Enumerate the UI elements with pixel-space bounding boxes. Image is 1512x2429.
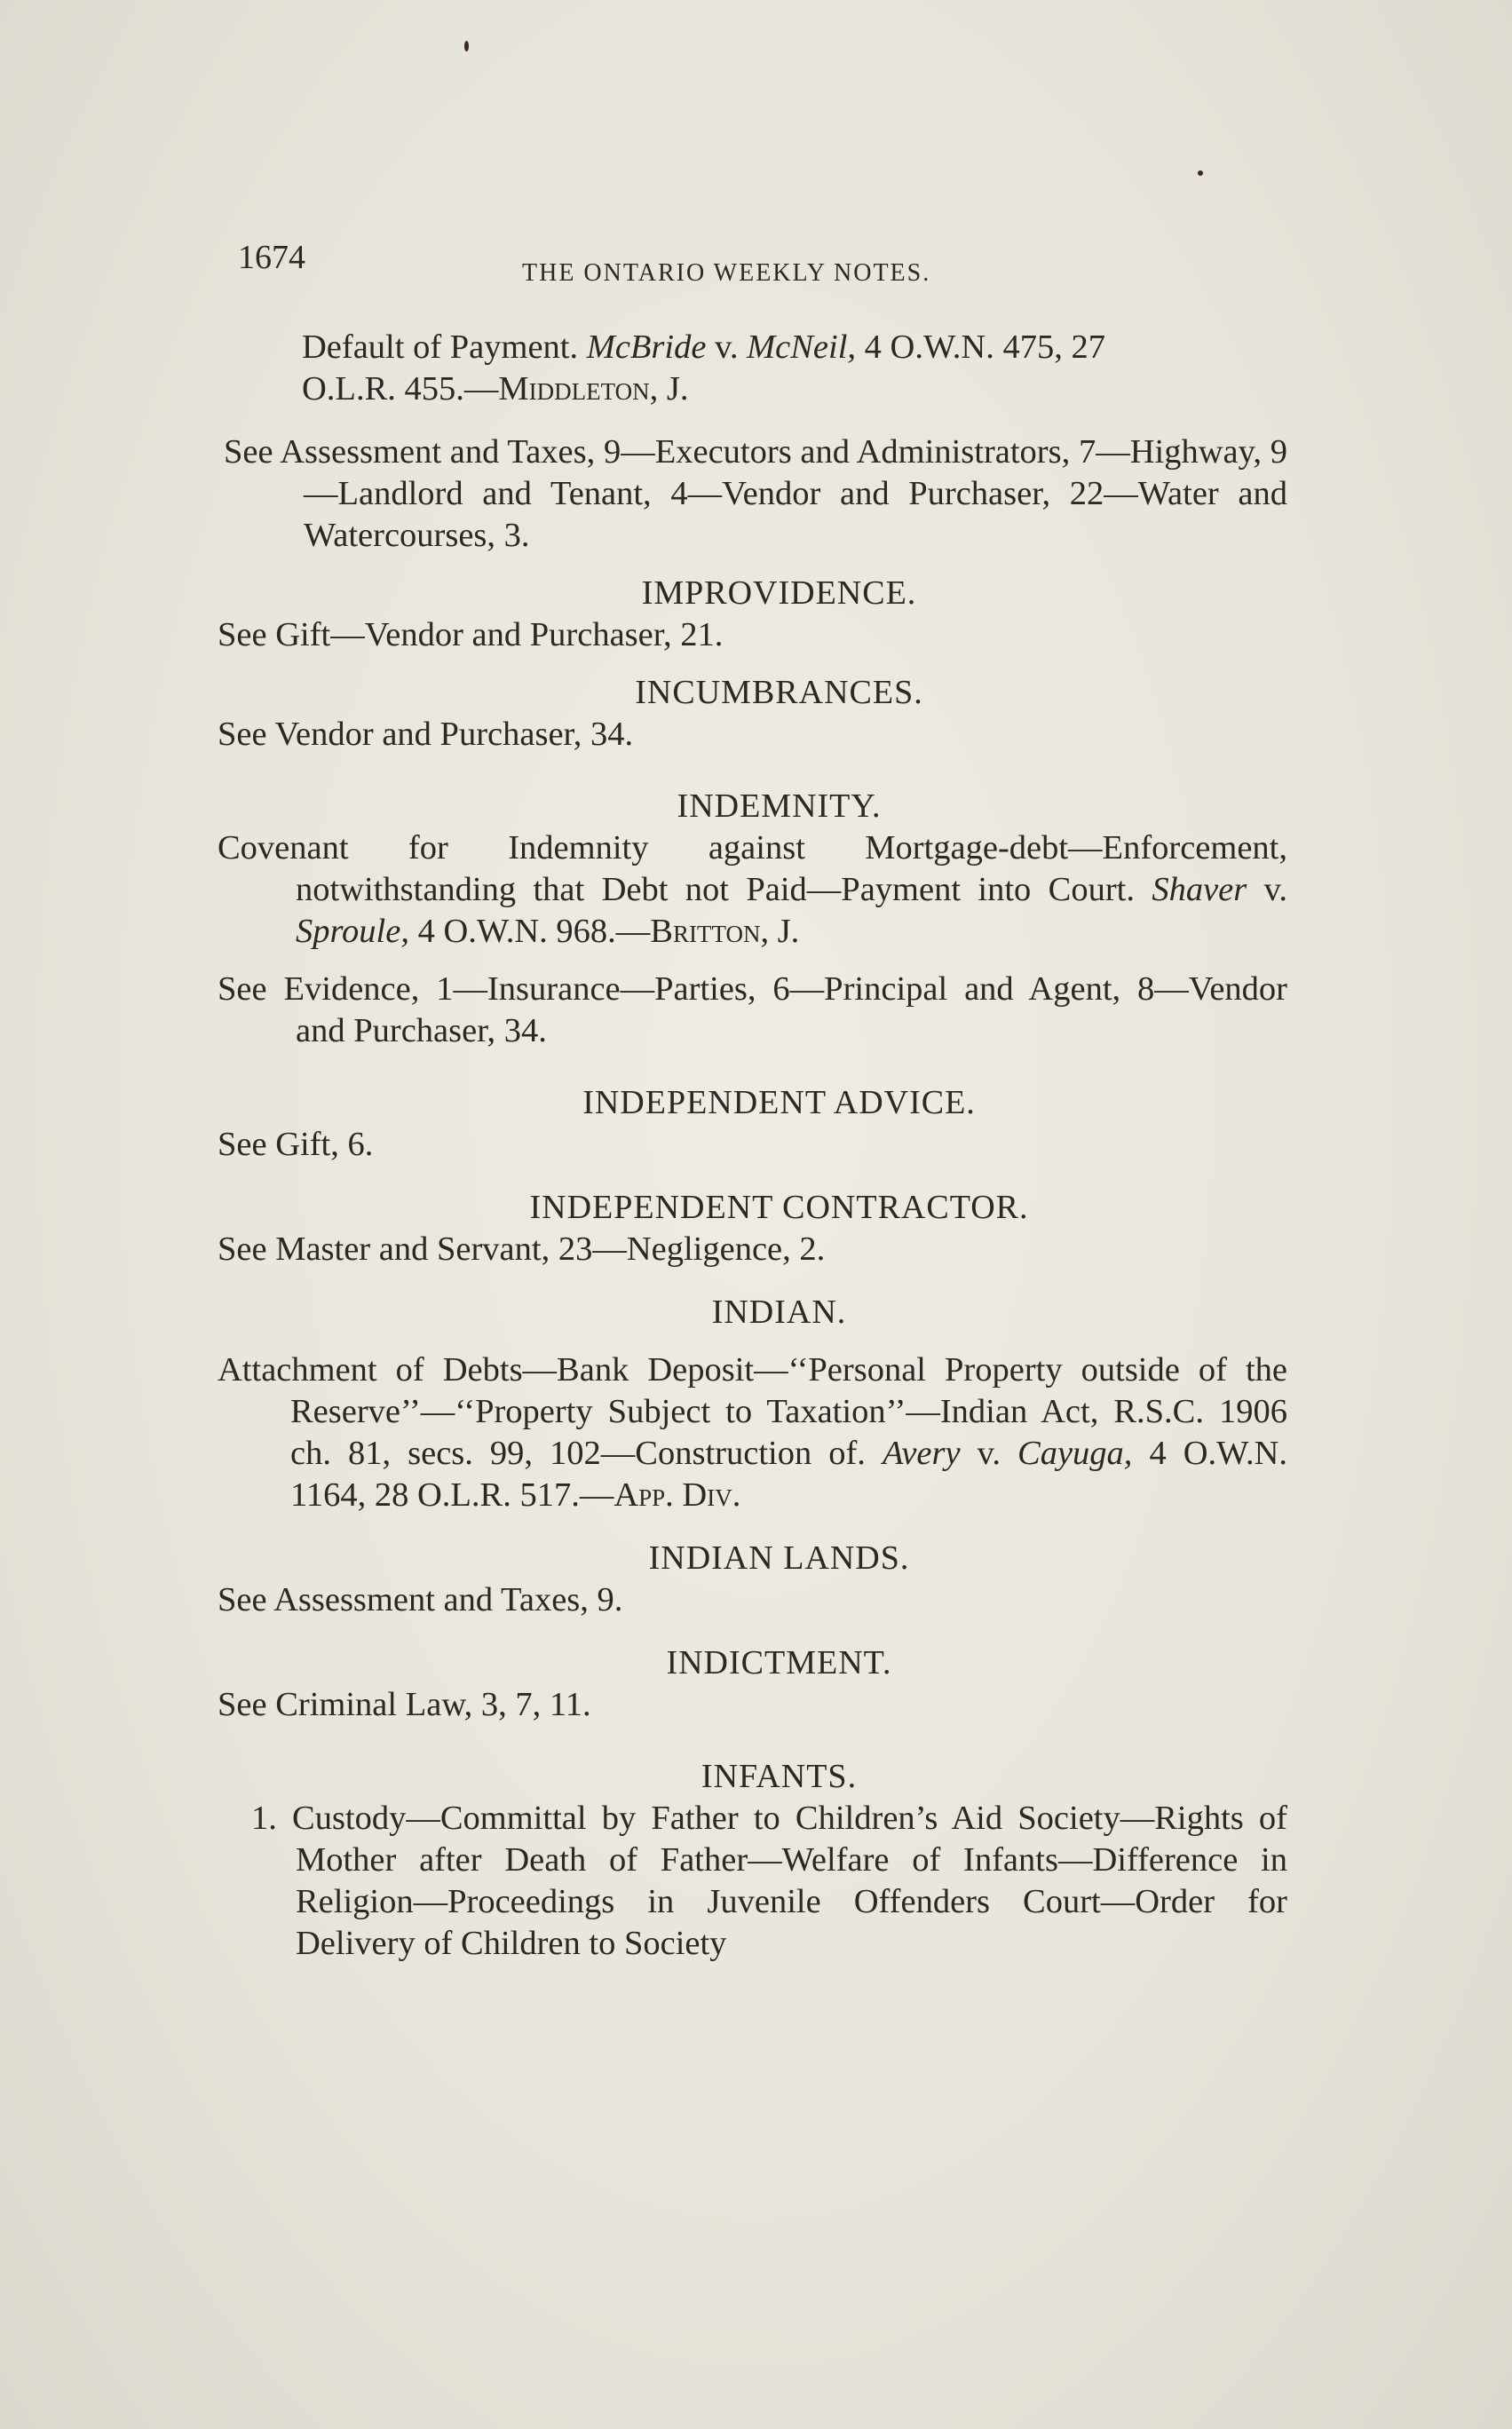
ink-speck [464,41,469,51]
case-name: Cayuga, [1017,1435,1133,1472]
heading-improvidence: IMPROVIDENCE. [641,574,917,612]
entry-infants-item-1: 1. Custody—Committal by Father to Children’s Aid Society—Rights of Mother after Death of Father—Welfare of Infants—Difference in Religion—Proceedings in Juvenile Offenders Court—Order for Delivery of Children to Society [251,1800,1287,1962]
entry-default-of-payment: Default of Payment. McBride v. McNeil, 4 O.W.N. 475, 27 O.L.R. 455.—Middleton, J. [302,328,1105,407]
heading-indian-lands: INDIAN LANDS. [648,1539,910,1577]
entry-indian-attachment: Attachment of Debts—Bank Deposit—‘‘Personal Property outside of the Reserve’’—‘‘Property Subject to Taxation’’—Indian Act, R.S.C. 1906 ch. 81, secs. 99, 102—Construction of. Avery v. Cayuga, 4 O.W.N. 1164, 28 O.L.R. 517.—App. Div. [218,1351,1287,1514]
entry-improvidence: See Gift—Vendor and Purchaser, 21. [218,616,724,653]
entry-indictment: See Criminal Law, 3, 7, 11. [218,1686,591,1723]
case-name: McNeil, [747,328,857,366]
entry-indemnity-see: See Evidence, 1—Insurance—Parties, 6—Principal and Agent, 8—Vendor and Purchaser, 34. [218,970,1287,1049]
entry-indian-lands: See Assessment and Taxes, 9. [218,1581,623,1618]
heading-indian: INDIAN. [711,1294,847,1331]
entry-independent-advice: See Gift, 6. [218,1126,374,1163]
running-title: THE ONTARIO WEEKLY NOTES. [522,259,931,287]
page-number: 1674 [238,239,305,276]
entry-independent-contractor: See Master and Servant, 23—Negligence, 2. [218,1230,826,1268]
case-name: Avery [882,1435,961,1472]
case-name: McBride [586,328,707,366]
heading-independent-contractor: INDEPENDENT CONTRACTOR. [529,1189,1029,1226]
entry-see-assessment: See Assessment and Taxes, 9—Executors and Administrators, 7—Highway, 9—Landlord and Tenant, 4—Vendor and Purchaser, 22—Water and Watercourses, 3. [224,433,1287,554]
heading-incumbrances: INCUMBRANCES. [635,674,923,711]
court-name: App. Div. [614,1476,741,1514]
judge-name: Britton [650,913,761,950]
ink-speck [1198,170,1203,176]
page-header [238,238,1286,291]
heading-independent-advice: INDEPENDENT ADVICE. [582,1084,976,1121]
heading-infants: INFANTS. [701,1758,858,1795]
index-body [218,327,1287,1965]
heading-indemnity: INDEMNITY. [677,787,882,825]
judge-name: Middleton [498,370,650,407]
case-name: Shaver [1152,871,1247,908]
case-name: Sproule, [296,913,409,950]
entry-indemnity-covenant: Covenant for Indemnity against Mortgage-debt—Enforcement, notwithstanding that Debt not Paid—Payment into Court. Shaver v. Sproule, 4 O.W.N. 968.—Britton, J. [218,829,1288,950]
heading-indictment: INDICTMENT. [666,1644,892,1681]
entry-incumbrances: See Vendor and Purchaser, 34. [218,716,634,753]
